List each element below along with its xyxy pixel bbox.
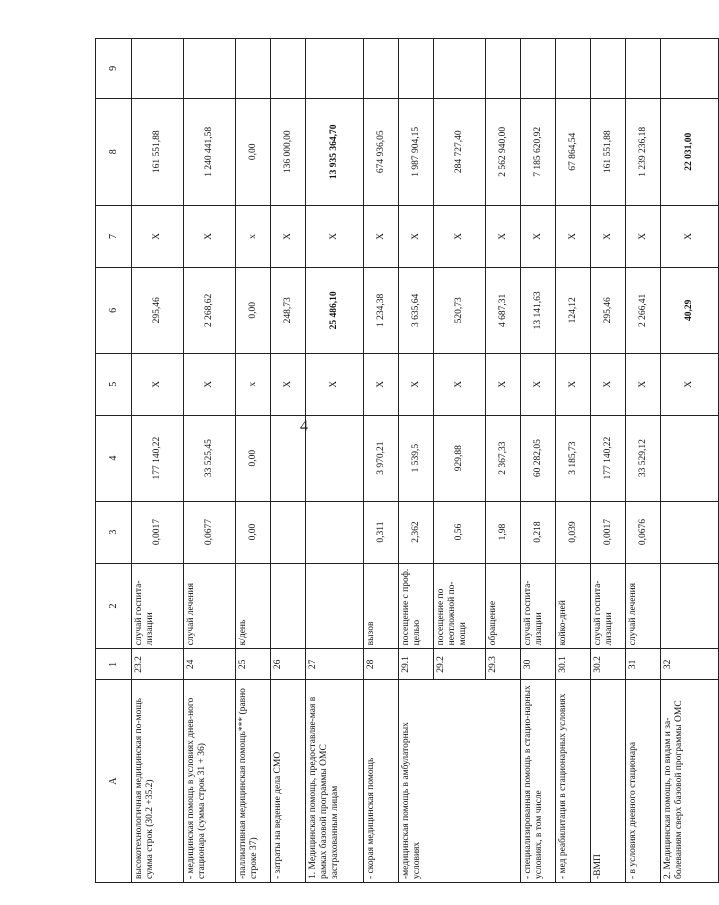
value-cell: 23.2 bbox=[132, 649, 184, 680]
value-cell: 2 562 940,00 bbox=[486, 98, 521, 205]
table-row bbox=[661, 39, 719, 883]
value-cell: 2 367,33 bbox=[486, 415, 521, 501]
value-cell: 30.2 bbox=[591, 649, 626, 680]
value-cell: 0,00 bbox=[236, 98, 271, 205]
header-cell: 8 bbox=[96, 98, 132, 205]
value-cell: вызов bbox=[364, 563, 399, 649]
value-cell bbox=[271, 415, 306, 501]
value-cell: 30 bbox=[521, 649, 556, 680]
value-cell bbox=[626, 39, 661, 99]
value-cell: 0,00 bbox=[236, 415, 271, 501]
value-cell: 0,00 bbox=[236, 501, 271, 563]
value-cell: 0,039 bbox=[556, 501, 591, 563]
value-cell: 29.1 bbox=[399, 649, 434, 680]
value-cell: 161 551,88 bbox=[591, 98, 626, 205]
row-label-cell: -паллиативная медицинская помощь*** (равно строке 37) bbox=[236, 680, 271, 883]
value-cell: 177 140,22 bbox=[132, 415, 184, 501]
value-cell: 1,98 bbox=[486, 501, 521, 563]
value-cell: х bbox=[236, 353, 271, 415]
row-label-cell: 2. Медицинская помощь, по видам и за-болеваниям сверх базовой программы ОМС bbox=[661, 680, 719, 883]
value-cell bbox=[184, 39, 236, 99]
value-cell: Х bbox=[661, 205, 719, 267]
value-cell bbox=[661, 563, 719, 649]
value-cell: Х bbox=[486, 353, 521, 415]
row-label-cell: - медицинская помощь в условиях днев-ного стационара (сумма строк 31 + 36) bbox=[184, 680, 236, 883]
table-row bbox=[184, 39, 236, 883]
value-cell: Х bbox=[271, 353, 306, 415]
value-cell: Х bbox=[591, 353, 626, 415]
value-cell: Х bbox=[364, 353, 399, 415]
value-cell: 13 141,63 bbox=[521, 267, 556, 353]
value-cell bbox=[434, 39, 486, 99]
value-cell: 0,00 bbox=[236, 267, 271, 353]
value-cell: Х bbox=[132, 353, 184, 415]
value-cell: 124,12 bbox=[556, 267, 591, 353]
header-cell: 2 bbox=[96, 563, 132, 649]
table-row bbox=[556, 39, 591, 883]
value-cell: Х bbox=[132, 205, 184, 267]
table-row bbox=[271, 39, 306, 883]
table-row bbox=[626, 39, 661, 883]
value-cell: Х bbox=[434, 353, 486, 415]
table-row bbox=[521, 39, 556, 883]
value-cell bbox=[271, 501, 306, 563]
value-cell bbox=[364, 39, 399, 99]
value-cell: 1 240 441,58 bbox=[184, 98, 236, 205]
value-cell bbox=[486, 39, 521, 99]
value-cell: 0,0017 bbox=[132, 501, 184, 563]
value-cell: 40,29 bbox=[661, 267, 719, 353]
value-cell: Х bbox=[184, 205, 236, 267]
value-cell: 28 bbox=[364, 649, 399, 680]
row-label-cell: - в условиях дневного стационара bbox=[626, 680, 661, 883]
row-label-cell: 1. Медицинская помощь, предоставляе-мая в рамках базовой программы ОМС застрахованным лицам bbox=[306, 680, 364, 883]
value-cell: Х bbox=[306, 353, 364, 415]
value-cell: 284 727,40 bbox=[434, 98, 486, 205]
value-cell: 520,73 bbox=[434, 267, 486, 353]
value-cell bbox=[132, 39, 184, 99]
value-cell: 0,218 bbox=[521, 501, 556, 563]
value-cell: Х bbox=[626, 353, 661, 415]
value-cell bbox=[661, 415, 719, 501]
value-cell: Х bbox=[399, 353, 434, 415]
value-cell: случай госпита-лизации bbox=[132, 563, 184, 649]
header-cell: 1 bbox=[96, 649, 132, 680]
value-cell: 7 185 620,92 bbox=[521, 98, 556, 205]
row-label-cell: - скорая медицинская помощь bbox=[364, 680, 399, 883]
value-cell: Х bbox=[556, 205, 591, 267]
value-cell bbox=[306, 39, 364, 99]
value-cell: 22 031,00 bbox=[661, 98, 719, 205]
row-label-cell: -ВМП bbox=[591, 680, 626, 883]
value-cell: 2 268,62 bbox=[184, 267, 236, 353]
value-cell: Х bbox=[626, 205, 661, 267]
value-cell: 0,0017 bbox=[591, 501, 626, 563]
value-cell: 3 970,21 bbox=[364, 415, 399, 501]
header-row bbox=[96, 39, 132, 883]
value-cell: 136 000,00 bbox=[271, 98, 306, 205]
value-cell: 295,46 bbox=[591, 267, 626, 353]
value-cell bbox=[521, 39, 556, 99]
row-label-cell: - мед реабилитация в стационарных условиях bbox=[556, 680, 591, 883]
header-cell: 5 bbox=[96, 353, 132, 415]
value-cell bbox=[556, 39, 591, 99]
table-row bbox=[399, 39, 434, 883]
value-cell: посещение по неотложной по-мощи bbox=[434, 563, 486, 649]
value-cell: 0,0676 bbox=[626, 501, 661, 563]
value-cell: 4 687,31 bbox=[486, 267, 521, 353]
value-cell: 3 185,73 bbox=[556, 415, 591, 501]
header-cell: 9 bbox=[96, 39, 132, 99]
value-cell: случай лечения bbox=[626, 563, 661, 649]
table-row bbox=[364, 39, 399, 883]
value-cell: Х bbox=[399, 205, 434, 267]
value-cell: 29.2 bbox=[434, 649, 486, 680]
value-cell: х bbox=[236, 205, 271, 267]
value-cell: Х bbox=[184, 353, 236, 415]
value-cell: койко-дней bbox=[556, 563, 591, 649]
header-cell: 7 bbox=[96, 205, 132, 267]
value-cell: к/день bbox=[236, 563, 271, 649]
value-cell: Х bbox=[486, 205, 521, 267]
value-cell: 25 486,10 bbox=[306, 267, 364, 353]
value-cell: 0,56 bbox=[434, 501, 486, 563]
value-cell: Х bbox=[556, 353, 591, 415]
rotated-table-wrapper bbox=[95, 38, 695, 883]
value-cell bbox=[306, 563, 364, 649]
table-body bbox=[132, 39, 719, 883]
value-cell: 32 bbox=[661, 649, 719, 680]
value-cell: 29.3 bbox=[486, 649, 521, 680]
row-label-cell: - специализированная помощь в стацио-нарных условиях, в том числе bbox=[521, 680, 556, 883]
value-cell: обращение bbox=[486, 563, 521, 649]
value-cell: 24 bbox=[184, 649, 236, 680]
value-cell: 295,46 bbox=[132, 267, 184, 353]
value-cell: Х bbox=[521, 353, 556, 415]
value-cell: 26 bbox=[271, 649, 306, 680]
value-cell: 1 987 904,15 bbox=[399, 98, 434, 205]
header-cell: A bbox=[96, 680, 132, 883]
value-cell bbox=[306, 415, 364, 501]
value-cell: случай госпита-лизации bbox=[521, 563, 556, 649]
value-cell: 33 529,12 bbox=[626, 415, 661, 501]
value-cell: Х bbox=[271, 205, 306, 267]
value-cell: Х bbox=[661, 353, 719, 415]
row-label-cell: высокотехнологичная медицинская по-мощь сумма строк (30.2 +35.2) bbox=[132, 680, 184, 883]
value-cell: 30.1 bbox=[556, 649, 591, 680]
value-cell: Х bbox=[306, 205, 364, 267]
value-cell: 0,311 bbox=[364, 501, 399, 563]
value-cell: 2 266,41 bbox=[626, 267, 661, 353]
header-cell: 3 bbox=[96, 501, 132, 563]
value-cell: 177 140,22 bbox=[591, 415, 626, 501]
value-cell bbox=[271, 39, 306, 99]
header-cell: 4 bbox=[96, 415, 132, 501]
value-cell: 1 539,5 bbox=[399, 415, 434, 501]
value-cell: 60 282,05 bbox=[521, 415, 556, 501]
value-cell: 929,88 bbox=[434, 415, 486, 501]
value-cell: 161 551,88 bbox=[132, 98, 184, 205]
value-cell bbox=[661, 39, 719, 99]
row-label-cell: -медицинская помощь в амбулаторных условиях bbox=[399, 680, 521, 883]
value-cell: 31 bbox=[626, 649, 661, 680]
value-cell: 0,0677 bbox=[184, 501, 236, 563]
value-cell: 674 936,05 bbox=[364, 98, 399, 205]
value-cell: посещение с проф. целью bbox=[399, 563, 434, 649]
value-cell bbox=[399, 39, 434, 99]
value-cell: 67 864,54 bbox=[556, 98, 591, 205]
value-cell: 1 234,38 bbox=[364, 267, 399, 353]
value-cell bbox=[661, 501, 719, 563]
value-cell: 27 bbox=[306, 649, 364, 680]
value-cell: 1 239 236,18 bbox=[626, 98, 661, 205]
header-cell: 6 bbox=[96, 267, 132, 353]
table-row bbox=[236, 39, 271, 883]
value-cell: Х bbox=[364, 205, 399, 267]
value-cell: 2,362 bbox=[399, 501, 434, 563]
value-cell: случай лечения bbox=[184, 563, 236, 649]
value-cell: 25 bbox=[236, 649, 271, 680]
page-number: 4 bbox=[300, 418, 308, 435]
value-cell: Х bbox=[434, 205, 486, 267]
value-cell: Х bbox=[591, 205, 626, 267]
value-cell bbox=[591, 39, 626, 99]
value-cell bbox=[236, 39, 271, 99]
budget-table bbox=[95, 38, 719, 883]
table-row bbox=[591, 39, 626, 883]
row-label-cell: - затраты на ведение дела СМО bbox=[271, 680, 306, 883]
value-cell: случай госпита-лизации bbox=[591, 563, 626, 649]
table-row bbox=[306, 39, 364, 883]
value-cell: 3 635,64 bbox=[399, 267, 434, 353]
table-row bbox=[132, 39, 184, 883]
value-cell: 13 935 364,70 bbox=[306, 98, 364, 205]
value-cell bbox=[306, 501, 364, 563]
value-cell bbox=[271, 563, 306, 649]
value-cell: Х bbox=[521, 205, 556, 267]
value-cell: 248,73 bbox=[271, 267, 306, 353]
value-cell: 33 525,45 bbox=[184, 415, 236, 501]
